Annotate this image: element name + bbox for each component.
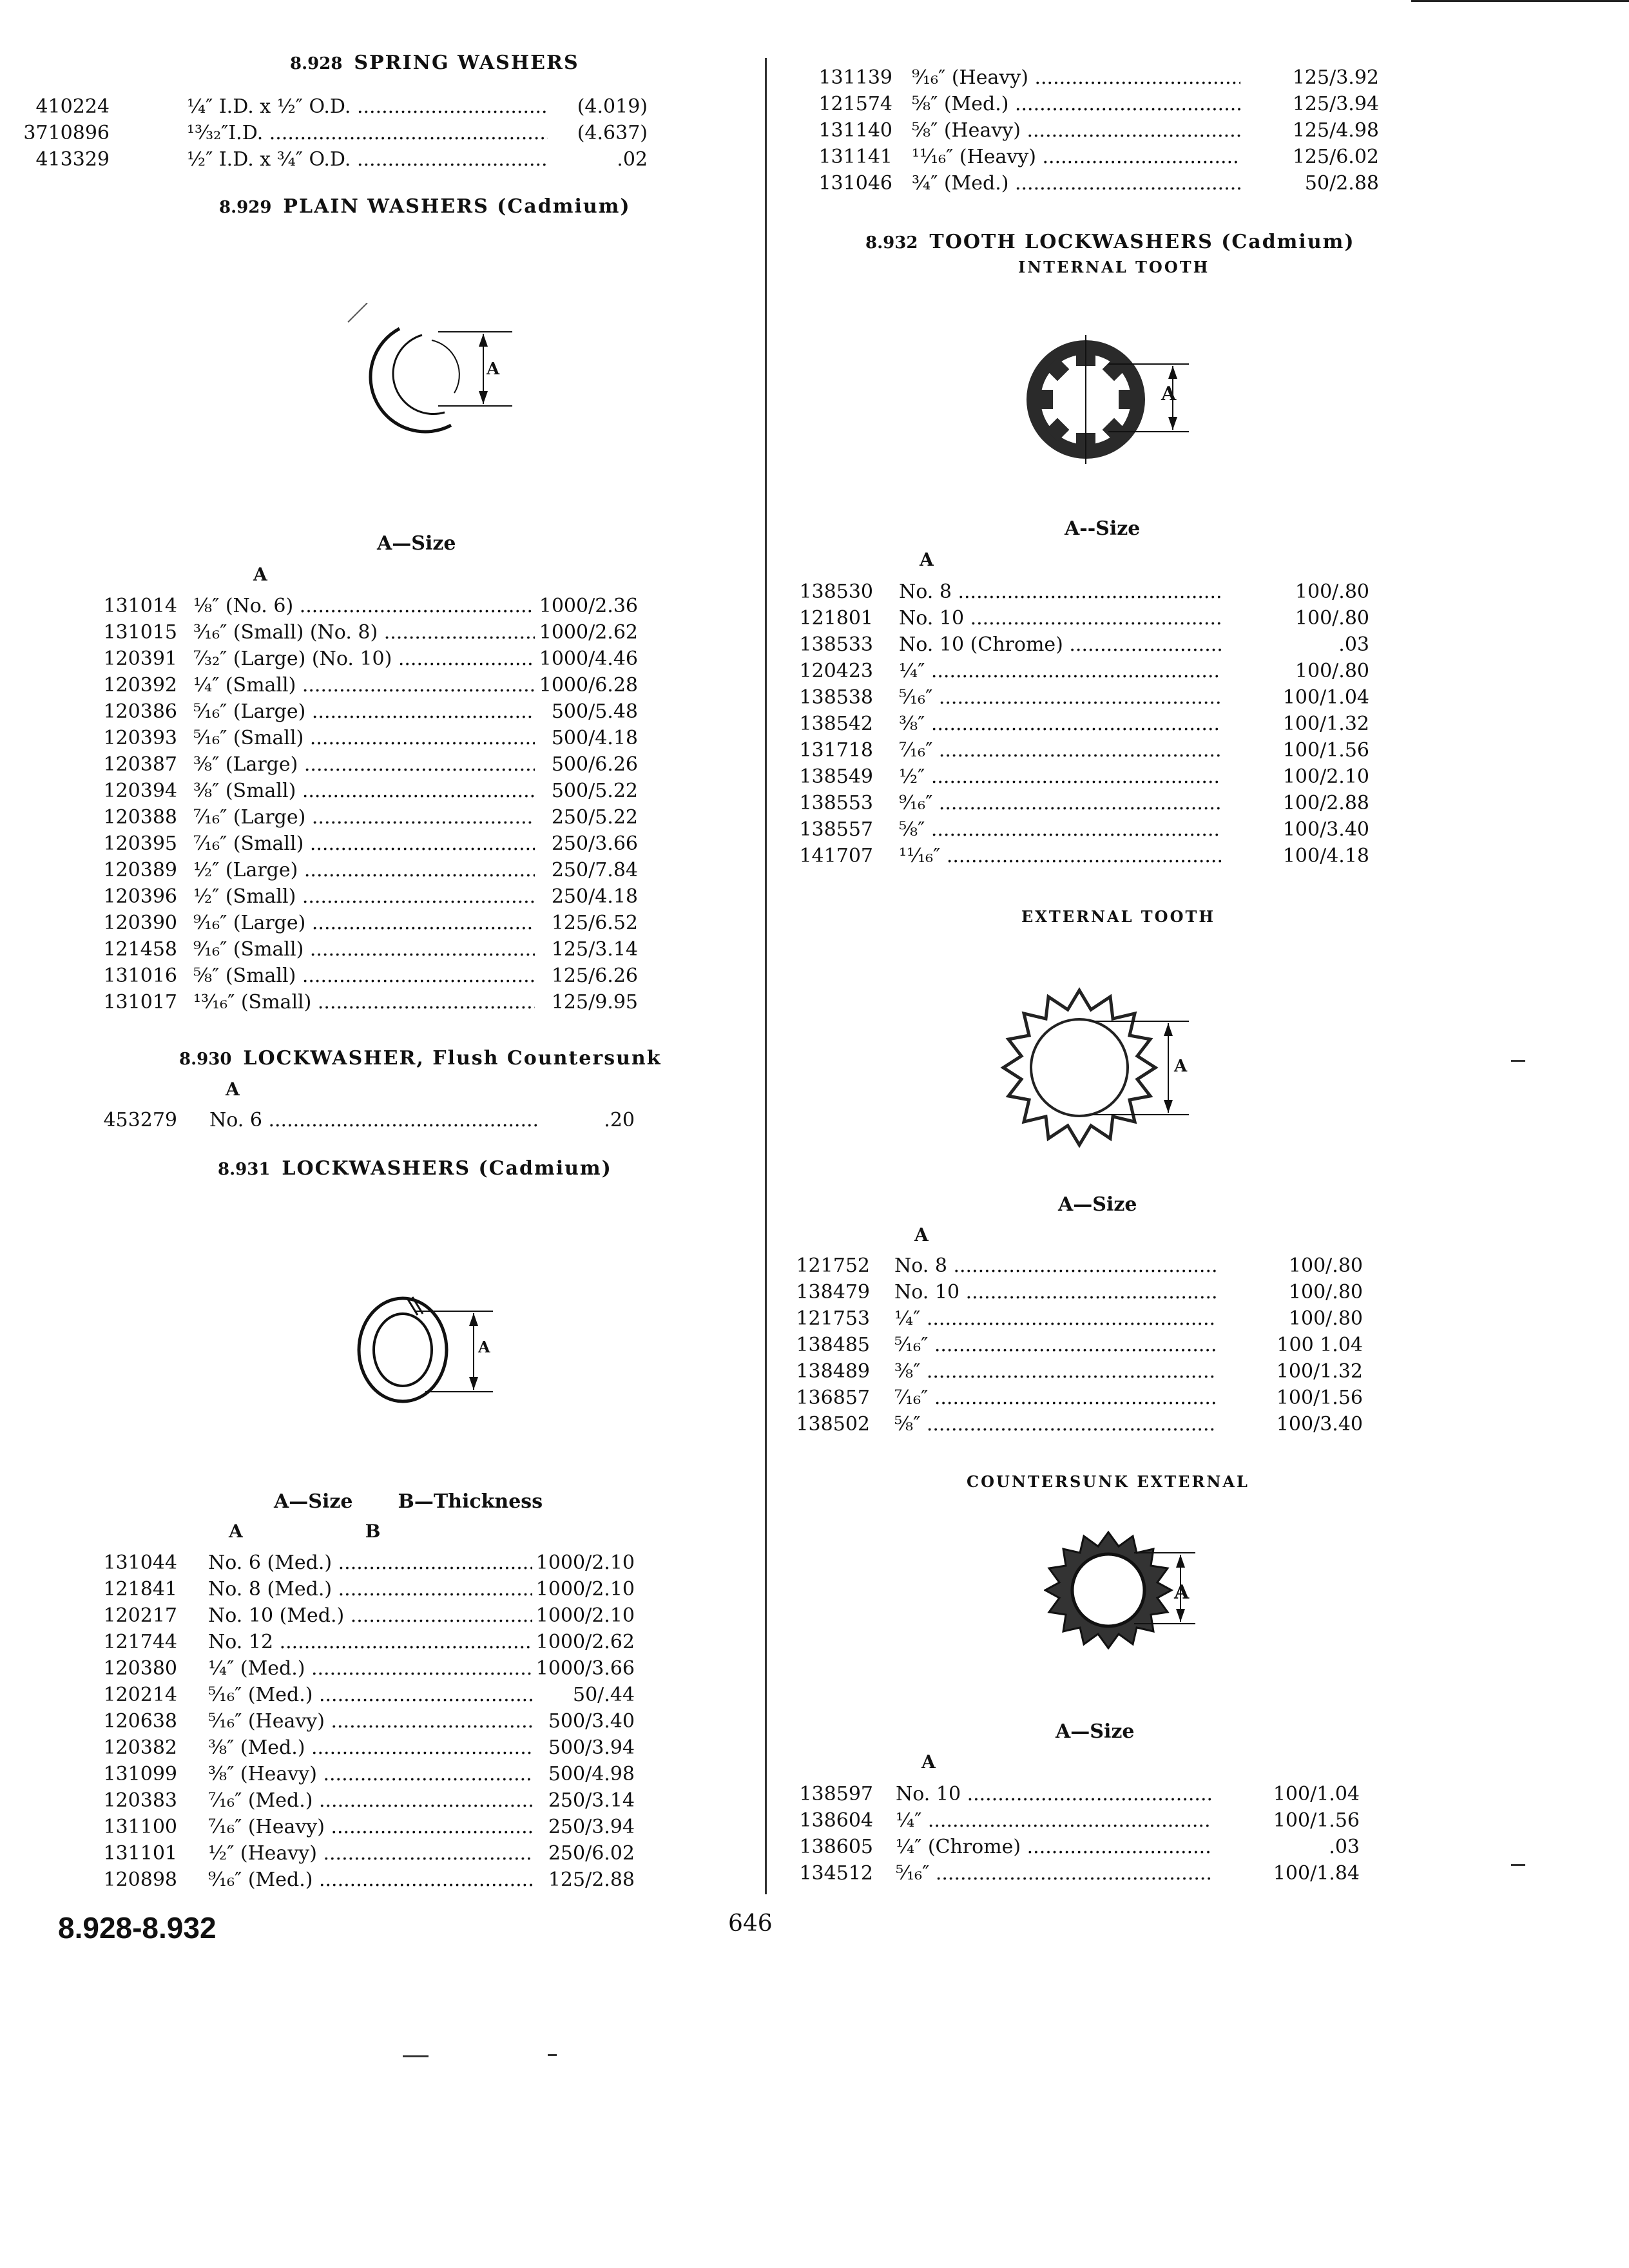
section-title-lockwashers: 8.931 LOCKWASHERS (Cadmium) xyxy=(218,1157,612,1180)
item-description: No. 6 ..... xyxy=(209,1107,538,1133)
item-description: ⅜″ (Heavy) ..... xyxy=(208,1761,534,1787)
item-description: ⅝″ ..... xyxy=(894,1411,1217,1437)
item-description: ⁵⁄₁₆″ (Med.) ..... xyxy=(208,1682,534,1708)
part-number: 121753 xyxy=(796,1307,870,1330)
item-description: ½″ ..... xyxy=(899,764,1221,790)
item-price: 100/2.10 xyxy=(1279,764,1369,790)
list-item xyxy=(0,1550,648,1576)
item-price: 100/1.84 xyxy=(1269,1860,1360,1887)
list-item xyxy=(767,579,1382,605)
item-price: 250/3.66 xyxy=(548,831,638,857)
item-price: 125/3.92 xyxy=(1289,64,1379,91)
item-price: 100 1.04 xyxy=(1273,1332,1363,1358)
item-price: 250/6.02 xyxy=(545,1840,635,1867)
part-number: 131140 xyxy=(818,119,892,142)
part-number: 138530 xyxy=(799,581,873,603)
lockwashers-caption: A—Size B—Thickness xyxy=(274,1490,543,1513)
list-item xyxy=(0,778,651,804)
item-price: 250/4.18 xyxy=(548,883,638,910)
item-price: 500/3.94 xyxy=(545,1735,635,1761)
part-number: 138533 xyxy=(799,633,873,656)
part-number: 120386 xyxy=(103,700,177,723)
item-price: 250/3.94 xyxy=(545,1814,635,1840)
spring-washers-list xyxy=(0,93,660,173)
list-item xyxy=(767,1834,1373,1860)
item-price: .02 xyxy=(613,146,648,173)
item-price: 125/6.26 xyxy=(548,963,638,989)
item-price: 1000/2.10 xyxy=(532,1550,635,1576)
item-price: 1000/2.10 xyxy=(532,1602,635,1629)
part-number: 453279 xyxy=(103,1109,177,1131)
item-description: ¼″ ..... xyxy=(899,658,1221,684)
part-number: 120217 xyxy=(103,1604,177,1627)
list-item xyxy=(0,1629,648,1655)
part-number: 120214 xyxy=(103,1684,177,1706)
list-item xyxy=(0,883,651,910)
list-item xyxy=(767,1807,1373,1834)
countersunk-external-caption: A—Size xyxy=(1055,1720,1135,1743)
item-price: 125/6.02 xyxy=(1289,144,1379,170)
item-price: 100/1.32 xyxy=(1279,711,1369,737)
list-item xyxy=(0,1576,648,1602)
list-item xyxy=(0,1682,648,1708)
plain-washers-caption: A—Size xyxy=(377,532,456,555)
part-number: 131141 xyxy=(818,146,892,168)
part-number: 138597 xyxy=(799,1783,873,1805)
section-title-plain-washers: 8.929 PLAIN WASHERS (Cadmium) xyxy=(219,195,631,218)
page-number: 646 xyxy=(728,1910,773,1937)
part-number: 131101 xyxy=(103,1842,177,1865)
item-description: ⁵⁄₁₆″ ..... xyxy=(899,684,1221,711)
footer-section-range: 8.928-8.932 xyxy=(58,1911,217,1945)
item-price: 500/4.98 xyxy=(545,1761,635,1787)
item-description: ⁹⁄₁₆″ (Large) ..... xyxy=(193,910,535,936)
list-item xyxy=(0,831,651,857)
list-item xyxy=(0,751,651,778)
plain-washers-column-a: A xyxy=(253,564,267,585)
part-number: 121841 xyxy=(103,1578,177,1600)
part-number: 120391 xyxy=(103,648,177,670)
part-number: 121574 xyxy=(818,93,892,115)
item-description: ¼″ ..... xyxy=(896,1807,1211,1834)
item-description: ⁵⁄₁₆″ (Heavy) ..... xyxy=(208,1708,534,1735)
list-item xyxy=(767,631,1382,658)
list-item xyxy=(0,1761,648,1787)
item-description: ⁵⁄₁₆″ ..... xyxy=(896,1860,1211,1887)
list-item xyxy=(0,1867,648,1893)
item-description: ⁵⁄₁₆″ (Small) ..... xyxy=(193,725,535,751)
item-price: 125/9.95 xyxy=(548,989,638,1015)
list-item xyxy=(767,711,1382,737)
list-item xyxy=(0,593,651,619)
external-tooth-caption: A—Size xyxy=(1058,1193,1137,1216)
list-item xyxy=(767,1781,1373,1807)
list-item xyxy=(767,1305,1376,1332)
list-item xyxy=(0,672,651,698)
part-number: 120393 xyxy=(103,727,177,749)
section-title-spring-washers: 8.928 SPRING WASHERS xyxy=(290,52,579,74)
item-price: 100/3.40 xyxy=(1273,1411,1363,1437)
part-number: 138485 xyxy=(796,1334,870,1356)
part-number: 121458 xyxy=(103,938,177,961)
item-description: ¼″ (Chrome) ..... xyxy=(896,1834,1211,1860)
lockwasher-dimension-label: A xyxy=(478,1338,490,1356)
item-price: 125/4.98 xyxy=(1289,117,1379,144)
item-price: 50/.44 xyxy=(569,1682,635,1708)
item-price: 100/2.88 xyxy=(1279,790,1369,816)
item-description: ⁹⁄₁₆″ ..... xyxy=(899,790,1221,816)
item-price: 250/7.84 xyxy=(548,857,638,883)
item-description: ⅛″ (No. 6) ..... xyxy=(193,593,535,619)
part-number: 120395 xyxy=(103,832,177,855)
item-price: 100/3.40 xyxy=(1279,816,1369,843)
item-description: ¾″ (Med.) ..... xyxy=(912,170,1240,197)
item-price: .03 xyxy=(1335,631,1369,658)
part-number: 138605 xyxy=(799,1836,873,1858)
list-item xyxy=(767,64,1392,91)
list-item xyxy=(0,698,651,725)
item-price: 100/.80 xyxy=(1285,1253,1363,1279)
list-item xyxy=(767,737,1382,764)
item-price: .03 xyxy=(1325,1834,1360,1860)
item-description: ⅜″ (Med.) ..... xyxy=(208,1735,534,1761)
scan-speck xyxy=(403,2055,429,2057)
item-price: 100/1.32 xyxy=(1273,1358,1363,1385)
item-description: No. 8 (Med.) ..... xyxy=(208,1576,534,1602)
item-price: 1000/6.28 xyxy=(535,672,638,698)
item-price: 100/.80 xyxy=(1285,1279,1363,1305)
part-number: 138538 xyxy=(799,686,873,709)
part-number: 131014 xyxy=(103,595,177,617)
plain-washers-list xyxy=(0,593,651,1015)
item-description: ¼″ I.D. x ½″ O.D. ..... xyxy=(187,93,548,120)
internal-tooth-subtitle: INTERNAL TOOTH xyxy=(1018,258,1210,276)
item-price: 125/3.94 xyxy=(1289,91,1379,117)
item-price: .20 xyxy=(600,1107,635,1133)
list-item xyxy=(0,1787,648,1814)
list-item xyxy=(0,1708,648,1735)
item-price: 100/1.56 xyxy=(1269,1807,1360,1834)
list-item xyxy=(767,117,1392,144)
list-item xyxy=(767,1385,1376,1411)
lockwashers-continued-list xyxy=(767,64,1392,197)
list-item xyxy=(767,1860,1373,1887)
item-description: No. 10 ..... xyxy=(894,1279,1217,1305)
item-price: 500/5.48 xyxy=(548,698,638,725)
item-description: No. 8 ..... xyxy=(899,579,1221,605)
part-number: 138553 xyxy=(799,792,873,814)
list-item xyxy=(767,843,1382,869)
part-number: 131046 xyxy=(818,172,892,195)
item-description: ⁷⁄₁₆″ ..... xyxy=(894,1385,1217,1411)
item-description: No. 12 ..... xyxy=(208,1629,534,1655)
countersunk-external-dimension-label: A xyxy=(1174,1581,1190,1604)
part-number: 131139 xyxy=(818,66,892,89)
countersunk-external-list xyxy=(767,1781,1373,1887)
list-item xyxy=(767,1358,1376,1385)
countersunk-external-column-a: A xyxy=(921,1751,936,1773)
part-number: 120380 xyxy=(103,1657,177,1680)
part-number: 120394 xyxy=(103,780,177,802)
item-description: No. 10 (Chrome) ..... xyxy=(899,631,1221,658)
lockwashers-list xyxy=(0,1550,648,1893)
list-item xyxy=(767,91,1392,117)
part-number: 138479 xyxy=(796,1281,870,1303)
item-description: ½″ (Small) ..... xyxy=(193,883,535,910)
part-number: 138549 xyxy=(799,765,873,788)
plain-washer-figure xyxy=(322,303,535,451)
item-price: 125/6.52 xyxy=(548,910,638,936)
item-description: No. 10 ..... xyxy=(896,1781,1211,1807)
item-price: 125/3.14 xyxy=(548,936,638,963)
item-price: 250/5.22 xyxy=(548,804,638,831)
external-tooth-column-a: A xyxy=(914,1224,929,1245)
external-tooth-dimension-label: A xyxy=(1174,1057,1188,1076)
part-number: 120382 xyxy=(103,1736,177,1759)
part-number: 120383 xyxy=(103,1789,177,1812)
list-item xyxy=(0,646,651,672)
item-description: ⅝″ ..... xyxy=(899,816,1221,843)
item-description: ¼″ (Small) ..... xyxy=(193,672,535,698)
part-number: 131100 xyxy=(103,1816,177,1838)
item-price: 1000/3.66 xyxy=(532,1655,635,1682)
item-description: ⅜″ (Large) ..... xyxy=(193,751,535,778)
item-price: 1000/2.62 xyxy=(532,1629,635,1655)
part-number: 121801 xyxy=(799,607,873,629)
item-description: ¹¹⁄₁₆″ (Heavy) ..... xyxy=(912,144,1240,170)
item-price: 125/2.88 xyxy=(545,1867,635,1893)
item-price: 100/1.04 xyxy=(1269,1781,1360,1807)
scan-speck xyxy=(548,2054,557,2056)
item-description: ⁷⁄₁₆″ ..... xyxy=(899,737,1221,764)
part-number: 131017 xyxy=(103,991,177,1014)
part-number: 3710896 xyxy=(23,122,110,144)
item-description: ⁹⁄₁₆″ (Med.) ..... xyxy=(208,1867,534,1893)
item-description: ½″ (Heavy) ..... xyxy=(208,1840,534,1867)
item-description: ⁷⁄₁₆″ (Heavy) ..... xyxy=(208,1814,534,1840)
flush-countersunk-list xyxy=(0,1107,648,1133)
item-description: ¼″ ..... xyxy=(894,1305,1217,1332)
list-item xyxy=(0,1602,648,1629)
item-description: ⁷⁄₁₆″ (Small) ..... xyxy=(193,831,535,857)
part-number: 120423 xyxy=(799,660,873,682)
part-number: 120898 xyxy=(103,1869,177,1891)
list-item xyxy=(767,1253,1376,1279)
item-description: ⁵⁄₁₆″ ..... xyxy=(894,1332,1217,1358)
item-price: 100/1.04 xyxy=(1279,684,1369,711)
column-divider xyxy=(765,58,767,1894)
item-price: 100/1.56 xyxy=(1279,737,1369,764)
item-price: 50/2.88 xyxy=(1301,170,1379,197)
flush-countersunk-column-a: A xyxy=(226,1079,240,1100)
list-item xyxy=(767,1332,1376,1358)
part-number: 120387 xyxy=(103,753,177,776)
item-price: 100/.80 xyxy=(1291,579,1369,605)
item-price: (4.019) xyxy=(574,93,648,120)
item-description: ⁷⁄₁₆″ (Med.) ..... xyxy=(208,1787,534,1814)
part-number: 120389 xyxy=(103,859,177,881)
section-title-tooth-lockwashers: 8.932 TOOTH LOCKWASHERS (Cadmium) xyxy=(865,231,1355,253)
item-description: ⅜″ (Small) ..... xyxy=(193,778,535,804)
part-number: 134512 xyxy=(799,1862,873,1885)
part-number: 120388 xyxy=(103,806,177,829)
list-item xyxy=(767,144,1392,170)
list-item xyxy=(0,619,651,646)
list-item xyxy=(0,857,651,883)
list-item xyxy=(767,816,1382,843)
list-item xyxy=(767,684,1382,711)
list-item xyxy=(0,963,651,989)
item-description: No. 6 (Med.) ..... xyxy=(208,1550,534,1576)
item-price: 100/1.56 xyxy=(1273,1385,1363,1411)
section-title-flush-countersunk: 8.930 LOCKWASHER, Flush Countersunk xyxy=(179,1047,662,1070)
item-price: 500/5.22 xyxy=(548,778,638,804)
list-item xyxy=(0,989,651,1015)
part-number: 131044 xyxy=(103,1552,177,1574)
part-number: 120396 xyxy=(103,885,177,908)
item-description: ¹³⁄₃₂″I.D. ..... xyxy=(187,120,548,146)
item-price: 1000/2.62 xyxy=(535,619,638,646)
list-item xyxy=(0,146,660,173)
list-item xyxy=(0,1735,648,1761)
list-item xyxy=(0,936,651,963)
item-description: ¹³⁄₁₆″ (Small) ..... xyxy=(193,989,535,1015)
item-description: ⅝″ (Small) ..... xyxy=(193,963,535,989)
top-rule xyxy=(1411,0,1629,2)
part-number: 120390 xyxy=(103,912,177,934)
part-number: 138604 xyxy=(799,1809,873,1832)
external-tooth-subtitle: EXTERNAL TOOTH xyxy=(1021,907,1216,926)
part-number: 136857 xyxy=(796,1387,870,1409)
list-item xyxy=(0,93,660,120)
list-item xyxy=(0,725,651,751)
part-number: 138489 xyxy=(796,1360,870,1383)
list-item xyxy=(0,1655,648,1682)
part-number: 410224 xyxy=(35,95,110,118)
item-price: 500/4.18 xyxy=(548,725,638,751)
part-number: 120638 xyxy=(103,1710,177,1733)
plain-washer-dimension-label: A xyxy=(487,360,500,379)
list-item xyxy=(767,605,1382,631)
part-number: 131718 xyxy=(799,739,873,762)
scan-speck xyxy=(1511,1060,1525,1062)
item-description: ⅝″ (Heavy) ..... xyxy=(912,117,1240,144)
item-description: ⁷⁄₃₂″ (Large) (No. 10) ..... xyxy=(193,646,535,672)
part-number: 121752 xyxy=(796,1254,870,1277)
list-item xyxy=(0,1107,648,1133)
item-description: ¼″ (Med.) ..... xyxy=(208,1655,534,1682)
item-description: ⁷⁄₁₆″ (Large) ..... xyxy=(193,804,535,831)
internal-tooth-caption: A--Size xyxy=(1065,517,1141,540)
lockwashers-column-heads: A B xyxy=(229,1521,381,1542)
item-description: ½″ I.D. x ¾″ O.D. ..... xyxy=(187,146,548,173)
list-item xyxy=(0,120,660,146)
item-description: No. 10 ..... xyxy=(899,605,1221,631)
item-price: 1000/4.46 xyxy=(535,646,638,672)
list-item xyxy=(0,1840,648,1867)
item-price: 500/3.40 xyxy=(545,1708,635,1735)
part-number: 138502 xyxy=(796,1413,870,1436)
item-price: 100/.80 xyxy=(1285,1305,1363,1332)
item-price: (4.637) xyxy=(574,120,648,146)
item-description: No. 8 ..... xyxy=(894,1253,1217,1279)
item-description: ⅜″ ..... xyxy=(899,711,1221,737)
part-number: 141707 xyxy=(799,845,873,867)
list-item xyxy=(767,1279,1376,1305)
part-number: 413329 xyxy=(35,148,110,171)
part-number: 131099 xyxy=(103,1763,177,1785)
item-description: ⁹⁄₁₆″ (Small) ..... xyxy=(193,936,535,963)
list-item xyxy=(767,1411,1376,1437)
list-item xyxy=(0,1814,648,1840)
part-number: 138542 xyxy=(799,713,873,735)
list-item xyxy=(767,790,1382,816)
part-number: 131015 xyxy=(103,621,177,644)
item-description: ⅝″ (Med.) ..... xyxy=(912,91,1240,117)
countersunk-external-subtitle: COUNTERSUNK EXTERNAL xyxy=(967,1472,1249,1491)
item-description: ⁵⁄₁₆″ (Large) ..... xyxy=(193,698,535,725)
item-description: ⁹⁄₁₆″ (Heavy) ..... xyxy=(912,64,1240,91)
list-item xyxy=(0,910,651,936)
list-item xyxy=(0,804,651,831)
part-number: 121744 xyxy=(103,1631,177,1653)
item-description: No. 10 (Med.) ..... xyxy=(208,1602,534,1629)
item-price: 100/.80 xyxy=(1291,658,1369,684)
list-item xyxy=(767,764,1382,790)
item-price: 250/3.14 xyxy=(545,1787,635,1814)
part-number: 131016 xyxy=(103,965,177,987)
part-number: 120392 xyxy=(103,674,177,697)
list-item xyxy=(767,658,1382,684)
item-description: ³⁄₁₆″ (Small) (No. 8) ..... xyxy=(193,619,535,646)
item-description: ¹¹⁄₁₆″ ..... xyxy=(899,843,1221,869)
list-item xyxy=(767,170,1392,197)
scan-speck xyxy=(1511,1864,1525,1866)
item-price: 100/.80 xyxy=(1291,605,1369,631)
item-description: ½″ (Large) ..... xyxy=(193,857,535,883)
item-price: 1000/2.36 xyxy=(535,593,638,619)
item-description: ⅜″ ..... xyxy=(894,1358,1217,1385)
part-number: 138557 xyxy=(799,818,873,841)
item-price: 1000/2.10 xyxy=(532,1576,635,1602)
external-tooth-list xyxy=(767,1253,1376,1437)
item-price: 500/6.26 xyxy=(548,751,638,778)
internal-tooth-list xyxy=(767,579,1382,869)
internal-tooth-dimension-label: A xyxy=(1161,383,1177,405)
item-price: 100/4.18 xyxy=(1279,843,1369,869)
internal-tooth-column-a: A xyxy=(920,549,934,570)
